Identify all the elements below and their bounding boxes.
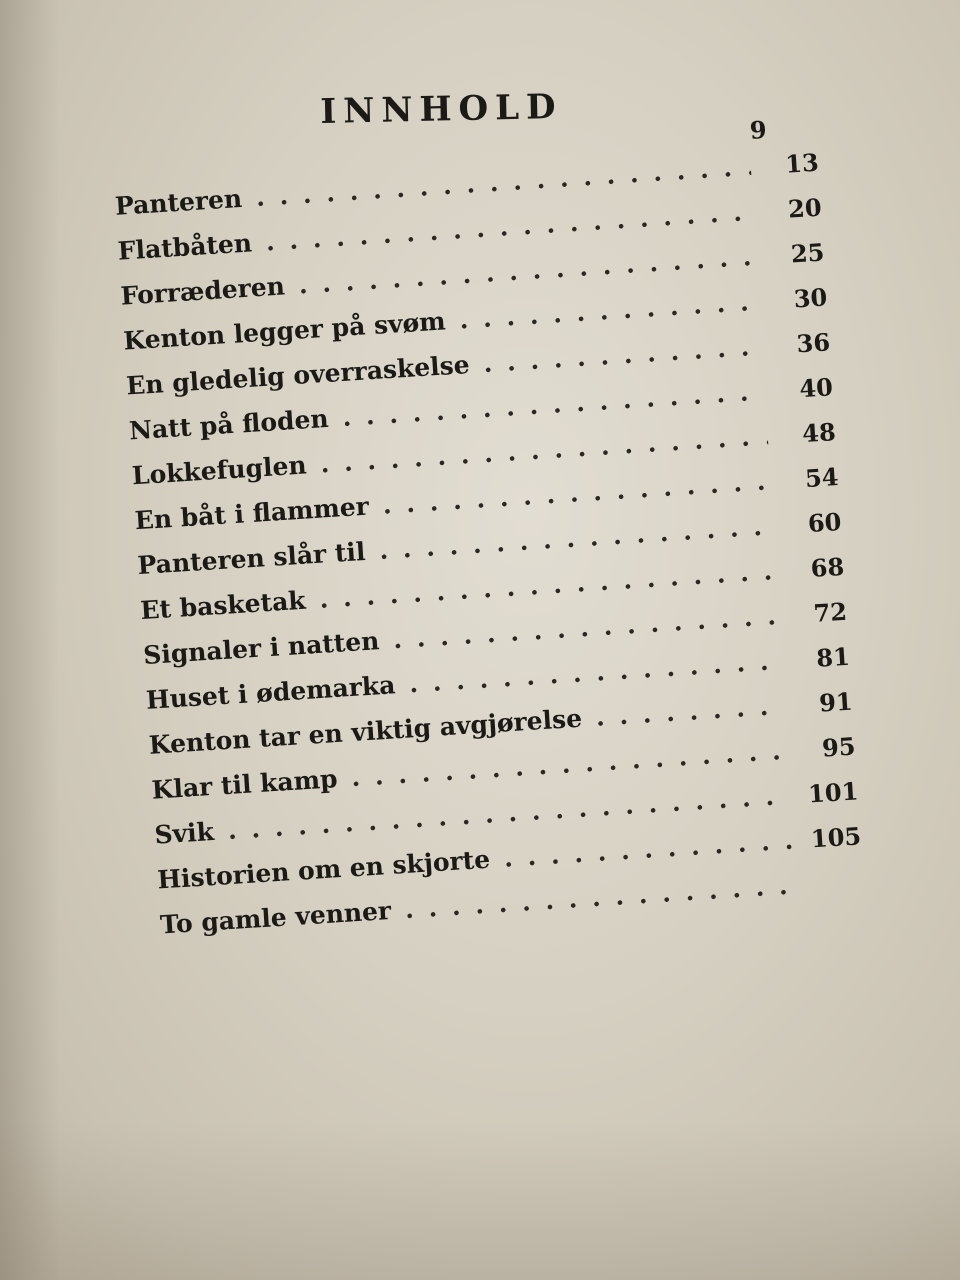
chapter-page-number: 68	[809, 551, 845, 583]
chapter-title: Et basketak	[139, 585, 307, 626]
chapter-page-number: 95	[821, 731, 857, 763]
chapter-page-number: 54	[804, 462, 840, 494]
chapter-title: En båt i flammer	[133, 491, 370, 536]
chapter-page-number: 105	[810, 821, 862, 854]
chapter-title: Lokkefuglen	[131, 450, 308, 491]
chapter-page-number: 20	[787, 192, 823, 224]
chapter-page-number: 25	[790, 237, 826, 269]
chapter-page-number: 48	[801, 417, 837, 449]
chapter-page-number: 81	[815, 641, 851, 673]
chapter-page-number: 72	[812, 596, 848, 628]
chapter-page-number: 40	[798, 372, 834, 404]
chapter-page-number: 60	[807, 506, 843, 538]
page-shadow-bottom	[0, 1120, 960, 1280]
chapter-page-number: 91	[818, 686, 854, 718]
chapter-page-number: 30	[792, 282, 829, 314]
page-shadow-left	[0, 0, 60, 1280]
page-title: INNHOLD	[320, 86, 563, 132]
chapter-title: Signaler i natten	[142, 626, 381, 670]
chapter-title: Natt på floden	[128, 403, 330, 446]
chapter-title: To gamle venner	[159, 895, 392, 940]
chapter-title: Klar til kamp	[150, 764, 339, 805]
chapter-page-number: 13	[784, 147, 820, 179]
chapter-page-number	[807, 889, 865, 893]
chapter-title: Panteren slår til	[136, 536, 367, 581]
table-of-contents	[112, 114, 865, 948]
chapter-title: Historien om en skjorte	[156, 844, 491, 895]
chapter-page-number: 36	[795, 327, 831, 359]
chapter-title: En gledelig overraskelse	[125, 349, 471, 401]
chapter-title: Flatbåten	[116, 228, 253, 266]
chapter-title: Huset i ødemarka	[145, 670, 397, 715]
toc-list	[114, 140, 866, 948]
chapter-title: Kenton tar en viktig avgjørelse	[148, 703, 583, 760]
first-page-number: 9	[748, 114, 768, 145]
chapter-page-number: 101	[807, 776, 860, 809]
chapter-title: Kenton legger på svøm	[122, 306, 447, 356]
chapter-title: Svik	[153, 816, 215, 850]
chapter-title: Panteren	[114, 183, 243, 221]
chapter-title: Forræderen	[119, 271, 286, 311]
